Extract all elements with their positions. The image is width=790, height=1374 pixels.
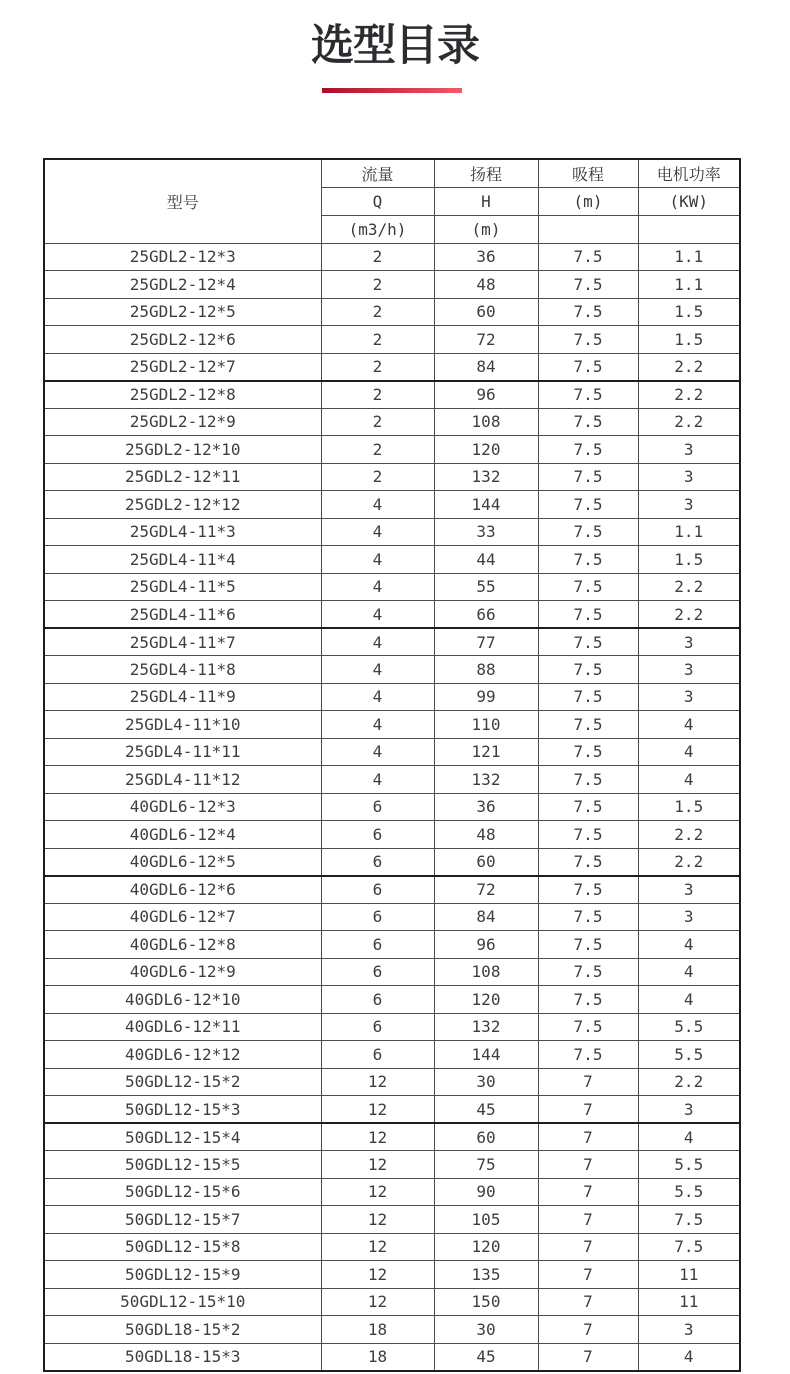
- table-row: [44, 876, 740, 904]
- cell-power: 2.2: [638, 573, 740, 601]
- cell-model: 25GDL4-11*10: [44, 711, 321, 739]
- cell-head: 55: [434, 573, 538, 601]
- cell-head: 84: [434, 353, 538, 381]
- table-row: [44, 711, 740, 739]
- table-row: [44, 1261, 740, 1289]
- table-row: [44, 463, 740, 491]
- cell-flow: 12: [321, 1206, 434, 1234]
- cell-head: 150: [434, 1288, 538, 1316]
- cell-model: 40GDL6-12*9: [44, 958, 321, 986]
- cell-model: 25GDL2-12*3: [44, 243, 321, 271]
- cell-power: 4: [638, 931, 740, 959]
- cell-flow: 2: [321, 408, 434, 436]
- cell-flow: 4: [321, 711, 434, 739]
- cell-head: 88: [434, 656, 538, 684]
- cell-flow: 18: [321, 1316, 434, 1344]
- cell-power: 2.2: [638, 408, 740, 436]
- cell-suction: 7.5: [538, 656, 638, 684]
- cell-power: 2.2: [638, 353, 740, 381]
- cell-head: 120: [434, 436, 538, 464]
- cell-power: 5.5: [638, 1013, 740, 1041]
- table-row: [44, 683, 740, 711]
- cell-model: 25GDL2-12*6: [44, 326, 321, 354]
- cell-flow: 12: [321, 1096, 434, 1124]
- cell-power: 1.5: [638, 298, 740, 326]
- cell-flow: 6: [321, 1041, 434, 1069]
- cell-model: 25GDL2-12*7: [44, 353, 321, 381]
- cell-suction: 7: [538, 1206, 638, 1234]
- cell-power: 3: [638, 491, 740, 519]
- cell-model: 40GDL6-12*4: [44, 821, 321, 849]
- cell-power: 3: [638, 628, 740, 656]
- cell-flow: 12: [321, 1178, 434, 1206]
- cell-flow: 4: [321, 656, 434, 684]
- cell-power: 2.2: [638, 848, 740, 876]
- cell-flow: 2: [321, 353, 434, 381]
- cell-power: 3: [638, 463, 740, 491]
- cell-power: 1.1: [638, 518, 740, 546]
- table-row: [44, 1123, 740, 1151]
- cell-head: 33: [434, 518, 538, 546]
- cell-model: 25GDL2-12*9: [44, 408, 321, 436]
- cell-flow: 12: [321, 1123, 434, 1151]
- cell-suction: 7.5: [538, 683, 638, 711]
- cell-power: 4: [638, 1343, 740, 1371]
- cell-suction: 7.5: [538, 821, 638, 849]
- cell-power: 3: [638, 1096, 740, 1124]
- cell-suction: 7.5: [538, 353, 638, 381]
- cell-head: 48: [434, 821, 538, 849]
- cell-suction: 7: [538, 1261, 638, 1289]
- cell-model: 50GDL12-15*10: [44, 1288, 321, 1316]
- cell-power: 1.5: [638, 546, 740, 574]
- cell-flow: 12: [321, 1233, 434, 1261]
- header-flow-symbol: Q: [321, 187, 434, 215]
- cell-power: 2.2: [638, 601, 740, 629]
- cell-head: 96: [434, 931, 538, 959]
- header-suction-name: 吸程: [538, 159, 638, 187]
- cell-head: 144: [434, 1041, 538, 1069]
- cell-model: 25GDL2-12*5: [44, 298, 321, 326]
- table-row: [44, 1206, 740, 1234]
- table-header: [44, 159, 740, 243]
- cell-suction: 7.5: [538, 271, 638, 299]
- cell-power: 1.1: [638, 243, 740, 271]
- table-row: [44, 326, 740, 354]
- cell-model: 40GDL6-12*12: [44, 1041, 321, 1069]
- cell-head: 90: [434, 1178, 538, 1206]
- cell-flow: 6: [321, 903, 434, 931]
- cell-flow: 4: [321, 573, 434, 601]
- cell-suction: 7: [538, 1316, 638, 1344]
- table-row: [44, 546, 740, 574]
- cell-head: 132: [434, 1013, 538, 1041]
- cell-model: 50GDL12-15*4: [44, 1123, 321, 1151]
- cell-power: 11: [638, 1261, 740, 1289]
- cell-suction: 7.5: [538, 1041, 638, 1069]
- cell-head: 36: [434, 243, 538, 271]
- cell-flow: 2: [321, 298, 434, 326]
- table-row: [44, 628, 740, 656]
- cell-suction: 7.5: [538, 711, 638, 739]
- cell-flow: 2: [321, 381, 434, 409]
- cell-power: 7.5: [638, 1233, 740, 1261]
- header-flow-unit: (m3/h): [321, 215, 434, 243]
- cell-flow: 6: [321, 821, 434, 849]
- header-head-unit: (m): [434, 215, 538, 243]
- cell-power: 1.5: [638, 326, 740, 354]
- cell-head: 132: [434, 463, 538, 491]
- cell-head: 120: [434, 1233, 538, 1261]
- cell-model: 50GDL12-15*5: [44, 1151, 321, 1179]
- cell-model: 40GDL6-12*7: [44, 903, 321, 931]
- table-row: [44, 381, 740, 409]
- cell-power: 7.5: [638, 1206, 740, 1234]
- table-row: [44, 766, 740, 794]
- cell-model: 25GDL4-11*12: [44, 766, 321, 794]
- cell-head: 144: [434, 491, 538, 519]
- cell-power: 4: [638, 738, 740, 766]
- cell-model: 50GDL18-15*3: [44, 1343, 321, 1371]
- cell-power: 3: [638, 436, 740, 464]
- cell-suction: 7.5: [538, 518, 638, 546]
- cell-model: 25GDL2-12*10: [44, 436, 321, 464]
- cell-model: 40GDL6-12*11: [44, 1013, 321, 1041]
- cell-suction: 7.5: [538, 573, 638, 601]
- cell-power: 1.5: [638, 793, 740, 821]
- selection-table: [43, 158, 741, 1372]
- cell-head: 72: [434, 326, 538, 354]
- cell-head: 48: [434, 271, 538, 299]
- table-row: [44, 1288, 740, 1316]
- cell-head: 30: [434, 1316, 538, 1344]
- cell-suction: 7.5: [538, 931, 638, 959]
- cell-suction: 7.5: [538, 1013, 638, 1041]
- cell-power: 2.2: [638, 1068, 740, 1096]
- table-row: [44, 573, 740, 601]
- cell-head: 60: [434, 848, 538, 876]
- cell-flow: 6: [321, 876, 434, 904]
- cell-model: 25GDL2-12*11: [44, 463, 321, 491]
- cell-flow: 4: [321, 546, 434, 574]
- cell-suction: 7.5: [538, 986, 638, 1014]
- cell-flow: 4: [321, 628, 434, 656]
- cell-model: 40GDL6-12*6: [44, 876, 321, 904]
- header-suction-unit: [538, 215, 638, 243]
- cell-suction: 7.5: [538, 546, 638, 574]
- table-row: [44, 1068, 740, 1096]
- cell-model: 50GDL12-15*7: [44, 1206, 321, 1234]
- cell-power: 2.2: [638, 821, 740, 849]
- cell-suction: 7.5: [538, 298, 638, 326]
- table-row: [44, 821, 740, 849]
- cell-model: 50GDL18-15*2: [44, 1316, 321, 1344]
- cell-model: 25GDL4-11*7: [44, 628, 321, 656]
- table-row: [44, 601, 740, 629]
- cell-head: 108: [434, 958, 538, 986]
- table-row: [44, 931, 740, 959]
- cell-power: 1.1: [638, 271, 740, 299]
- table-row: [44, 1041, 740, 1069]
- table-row: [44, 1096, 740, 1124]
- header-head-symbol: H: [434, 187, 538, 215]
- table-row: [44, 738, 740, 766]
- cell-flow: 12: [321, 1068, 434, 1096]
- cell-power: 4: [638, 766, 740, 794]
- cell-flow: 2: [321, 271, 434, 299]
- cell-flow: 4: [321, 518, 434, 546]
- cell-model: 25GDL2-12*12: [44, 491, 321, 519]
- cell-power: 5.5: [638, 1151, 740, 1179]
- cell-suction: 7: [538, 1343, 638, 1371]
- cell-model: 25GDL4-11*8: [44, 656, 321, 684]
- cell-flow: 6: [321, 986, 434, 1014]
- cell-power: 4: [638, 986, 740, 1014]
- cell-power: 3: [638, 876, 740, 904]
- table-row: [44, 271, 740, 299]
- cell-power: 4: [638, 1123, 740, 1151]
- table-row: [44, 298, 740, 326]
- header-head-name: 扬程: [434, 159, 538, 187]
- header-suction-symbol: (m): [538, 187, 638, 215]
- cell-model: 40GDL6-12*5: [44, 848, 321, 876]
- cell-flow: 6: [321, 848, 434, 876]
- title-underline: [322, 88, 462, 93]
- cell-head: 110: [434, 711, 538, 739]
- cell-flow: 2: [321, 436, 434, 464]
- cell-head: 99: [434, 683, 538, 711]
- cell-flow: 6: [321, 958, 434, 986]
- cell-head: 36: [434, 793, 538, 821]
- cell-model: 50GDL12-15*6: [44, 1178, 321, 1206]
- cell-head: 45: [434, 1096, 538, 1124]
- table-row: [44, 491, 740, 519]
- cell-model: 25GDL4-11*9: [44, 683, 321, 711]
- cell-model: 25GDL4-11*5: [44, 573, 321, 601]
- cell-power: 3: [638, 683, 740, 711]
- cell-suction: 7.5: [538, 326, 638, 354]
- cell-power: 3: [638, 903, 740, 931]
- cell-flow: 4: [321, 601, 434, 629]
- cell-head: 77: [434, 628, 538, 656]
- cell-model: 50GDL12-15*3: [44, 1096, 321, 1124]
- header-flow-name: 流量: [321, 159, 434, 187]
- cell-flow: 2: [321, 326, 434, 354]
- cell-power: 5.5: [638, 1178, 740, 1206]
- cell-head: 108: [434, 408, 538, 436]
- cell-model: 25GDL4-11*4: [44, 546, 321, 574]
- table-row: [44, 986, 740, 1014]
- cell-head: 60: [434, 1123, 538, 1151]
- table-row: [44, 243, 740, 271]
- header-model: 型号: [44, 159, 321, 243]
- cell-head: 96: [434, 381, 538, 409]
- cell-model: 40GDL6-12*3: [44, 793, 321, 821]
- cell-suction: 7.5: [538, 381, 638, 409]
- cell-flow: 18: [321, 1343, 434, 1371]
- cell-suction: 7.5: [538, 243, 638, 271]
- cell-flow: 6: [321, 1013, 434, 1041]
- cell-suction: 7: [538, 1068, 638, 1096]
- cell-flow: 4: [321, 738, 434, 766]
- cell-head: 30: [434, 1068, 538, 1096]
- cell-head: 75: [434, 1151, 538, 1179]
- cell-model: 25GDL2-12*4: [44, 271, 321, 299]
- cell-model: 40GDL6-12*8: [44, 931, 321, 959]
- cell-suction: 7: [538, 1096, 638, 1124]
- cell-suction: 7.5: [538, 848, 638, 876]
- cell-suction: 7: [538, 1151, 638, 1179]
- cell-suction: 7.5: [538, 793, 638, 821]
- table-row: [44, 436, 740, 464]
- cell-flow: 2: [321, 243, 434, 271]
- cell-head: 72: [434, 876, 538, 904]
- cell-power: 5.5: [638, 1041, 740, 1069]
- cell-model: 50GDL12-15*2: [44, 1068, 321, 1096]
- cell-power: 4: [638, 711, 740, 739]
- cell-flow: 12: [321, 1261, 434, 1289]
- cell-head: 45: [434, 1343, 538, 1371]
- cell-power: 3: [638, 1316, 740, 1344]
- cell-flow: 2: [321, 463, 434, 491]
- table-row: [44, 958, 740, 986]
- table-row: [44, 518, 740, 546]
- table-row: [44, 353, 740, 381]
- cell-suction: 7.5: [538, 436, 638, 464]
- header-power-symbol: (KW): [638, 187, 740, 215]
- header-power-name: 电机功率: [638, 159, 740, 187]
- cell-power: 3: [638, 656, 740, 684]
- cell-flow: 6: [321, 793, 434, 821]
- table-row: [44, 1178, 740, 1206]
- cell-flow: 12: [321, 1151, 434, 1179]
- cell-head: 132: [434, 766, 538, 794]
- cell-power: 2.2: [638, 381, 740, 409]
- cell-model: 25GDL4-11*11: [44, 738, 321, 766]
- table-body: [44, 243, 740, 1371]
- cell-suction: 7.5: [538, 876, 638, 904]
- cell-suction: 7.5: [538, 601, 638, 629]
- table-row: [44, 1343, 740, 1371]
- cell-model: 50GDL12-15*8: [44, 1233, 321, 1261]
- cell-suction: 7: [538, 1233, 638, 1261]
- cell-model: 25GDL4-11*3: [44, 518, 321, 546]
- cell-head: 44: [434, 546, 538, 574]
- cell-head: 135: [434, 1261, 538, 1289]
- cell-suction: 7.5: [538, 408, 638, 436]
- table-row: [44, 656, 740, 684]
- table-row: [44, 1013, 740, 1041]
- cell-flow: 12: [321, 1288, 434, 1316]
- table-row: [44, 408, 740, 436]
- header-row-names: [44, 159, 740, 187]
- table-row: [44, 848, 740, 876]
- cell-suction: 7.5: [538, 903, 638, 931]
- cell-suction: 7: [538, 1178, 638, 1206]
- table-row: [44, 1233, 740, 1261]
- cell-power: 4: [638, 958, 740, 986]
- cell-model: 40GDL6-12*10: [44, 986, 321, 1014]
- cell-model: 25GDL2-12*8: [44, 381, 321, 409]
- cell-model: 50GDL12-15*9: [44, 1261, 321, 1289]
- cell-flow: 4: [321, 683, 434, 711]
- table-row: [44, 793, 740, 821]
- cell-head: 120: [434, 986, 538, 1014]
- cell-suction: 7.5: [538, 738, 638, 766]
- cell-flow: 6: [321, 931, 434, 959]
- cell-head: 121: [434, 738, 538, 766]
- table-row: [44, 1316, 740, 1344]
- cell-suction: 7: [538, 1288, 638, 1316]
- table-row: [44, 1151, 740, 1179]
- page-title: 选型目录: [311, 21, 479, 71]
- cell-head: 84: [434, 903, 538, 931]
- cell-head: 66: [434, 601, 538, 629]
- cell-head: 105: [434, 1206, 538, 1234]
- cell-suction: 7: [538, 1123, 638, 1151]
- cell-suction: 7.5: [538, 463, 638, 491]
- cell-model: 25GDL4-11*6: [44, 601, 321, 629]
- cell-suction: 7.5: [538, 958, 638, 986]
- cell-suction: 7.5: [538, 628, 638, 656]
- cell-head: 60: [434, 298, 538, 326]
- header-power-unit: [638, 215, 740, 243]
- cell-flow: 4: [321, 766, 434, 794]
- cell-flow: 4: [321, 491, 434, 519]
- table-row: [44, 903, 740, 931]
- cell-suction: 7.5: [538, 491, 638, 519]
- cell-suction: 7.5: [538, 766, 638, 794]
- cell-power: 11: [638, 1288, 740, 1316]
